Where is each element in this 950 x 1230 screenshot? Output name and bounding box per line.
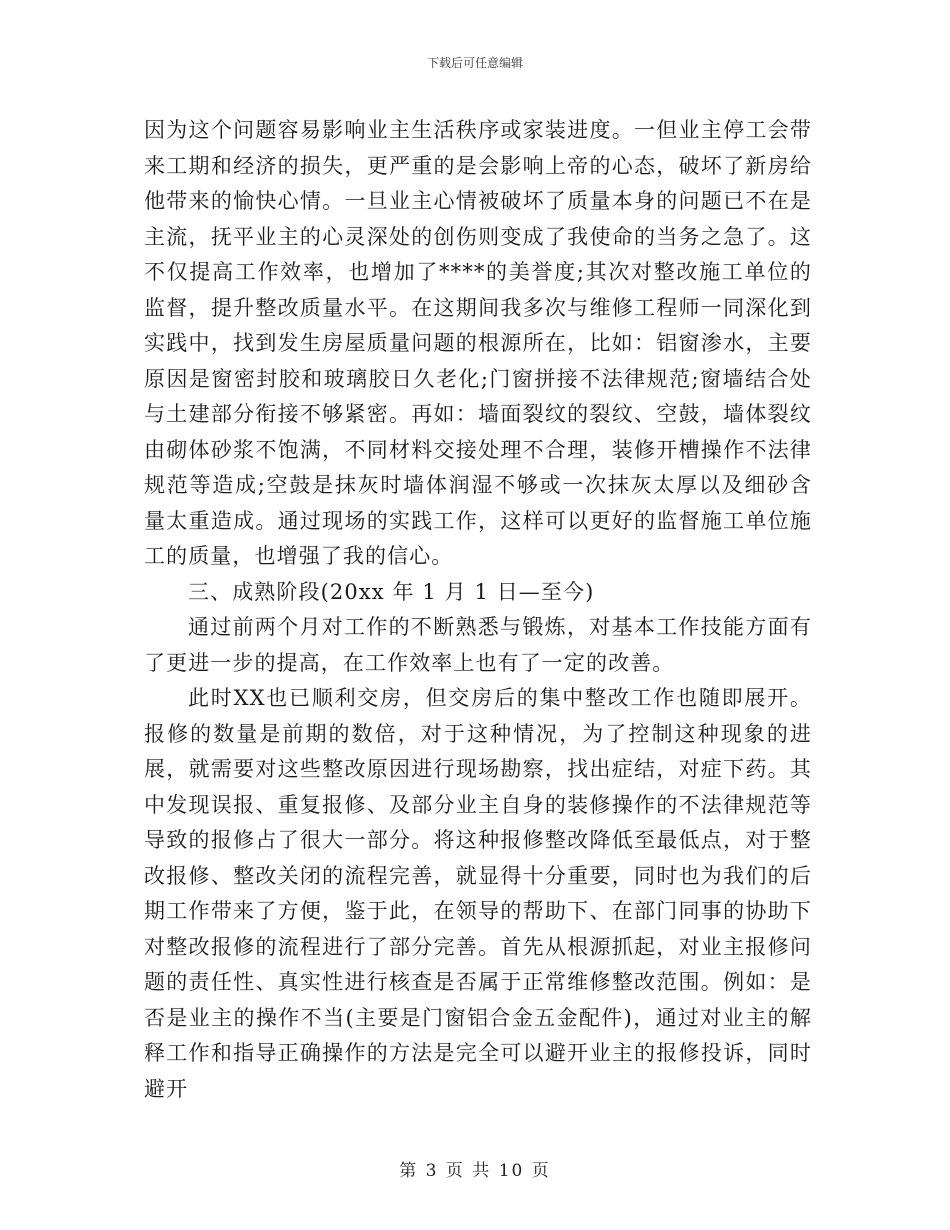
section-heading: 三、成熟阶段(20xx 年 1 月 1 日—至今) — [188, 579, 595, 604]
document-body — [144, 113, 812, 1107]
paragraph: 通过前两个月对工作的不断熟悉与锻炼，对基本工作技能方面有了更进一步的提高，在工作效率上也有了一定的改善。 — [144, 615, 812, 675]
paragraph-continuation: 因为这个问题容易影响业主生活秩序或家装进度。一但业主停工会带来工期和经济的损失，更严重的是会影响上帝的心态，破坏了新房给他带来的愉快心情。一旦业主心情被破坏了质量本身的问题已不在是主流，抚平业主的心灵深处的创伤则变成了我使命的当务之急了。这不仅提高工作效率，也增加了****的美誉度;其次对整改施工单位的监督，提升整改质量水平。在这期间我多次与维修工程师一同深化到实践中，找到发生房屋质量问题的根源所在，比如：铝窗渗水，主要原因是窗密封胶和玻璃胶日久老化;门窗拼接不法律规范;窗墙结合处与土建部分衔接不够紧密。再如：墙面裂纹的裂纹、空鼓，墙体裂纹由砌体砂浆不饱满，不同材料交接处理不合理，装修开槽操作不法律规范等造成;空鼓是抹灰时墙体润湿不够或一次抹灰太厚以及细砂含量太重造成。通过现场的实践工作，这样可以更好的监督施工单位施工的质量，也增强了我的信心。 — [144, 118, 812, 568]
page-header: 下载后可任意编辑 — [426, 56, 523, 70]
page-footer: 第 3 页 共 10 页 — [399, 1161, 551, 1181]
paragraph: 此时XX也已顺利交房，但交房后的集中整改工作也随即展开。报修的数量是前期的数倍，对于这种情况，为了控制这种现象的进展，就需要对这些整改原因进行现场勘察，找出症结，对症下药。其中发现误报、重复报修、及部分业主自身的装修操作的不法律规范等导致的报修占了很大一部分。将这种报修整改降低至最低点，对于整改报修、整改关闭的流程完善，就显得十分重要，同时也为我们的后期工作带来了方便，鉴于此，在领导的帮助下、在部门同事的协助下对整改报修的流程进行了部分完善。首先从根源抓起，对业主报修问题的责任性、真实性进行核查是否属于正常维修整改范围。例如：是否是业主的操作不当(主要是门窗铝合金五金配件)，通过对业主的解释工作和指导正确操作的方法是完全可以避开业主的报修投诉，同时避开 — [144, 686, 812, 1101]
